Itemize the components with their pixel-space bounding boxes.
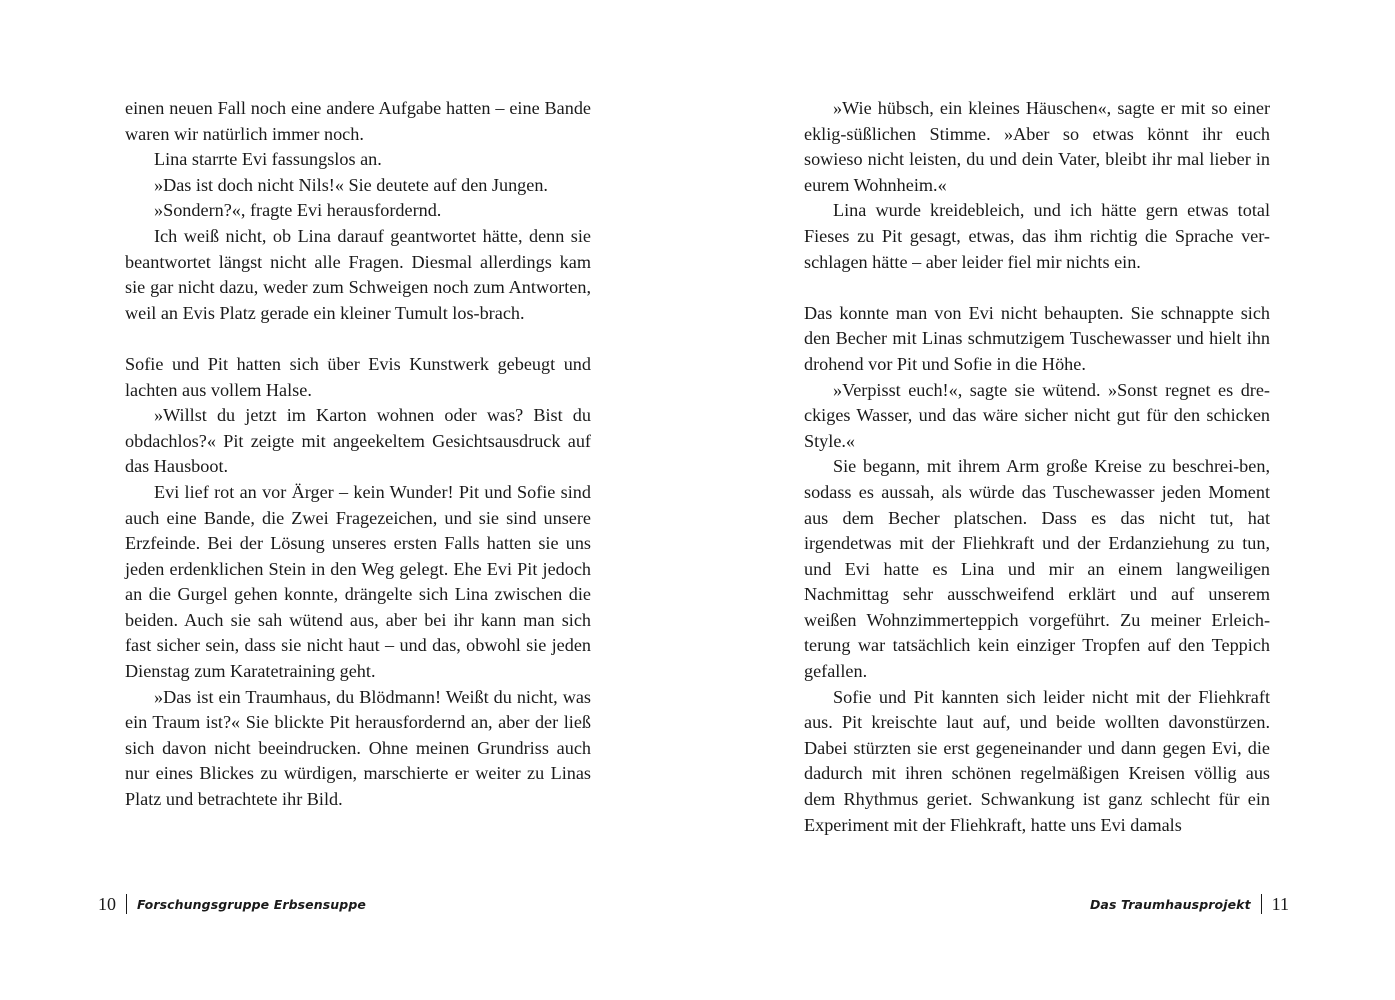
section-break — [804, 275, 1270, 301]
paragraph: »Verpisst euch!«, sagte sie wütend. »Sonst regnet es dre-ckiges Wasser, und das wäre sicher nicht gut für den schicken Style.« — [804, 379, 1270, 451]
paragraph: Sofie und Pit kannten sich leider nicht mit der Fliehkraft aus. Pit kreischte laut auf, und beide wollten davonstürzen. Dabei stürzten sie erst gegeneinander und dann gegen Evi, die dadurch mit ihren schönen regelmäßigen Kreisen völlig aus dem Rhythmus geriet. Schwankung ist ganz schlecht für ein Experiment mit der Fliehkraft, hatte uns Evi damals — [804, 686, 1270, 835]
paragraph: Sie begann, mit ihrem Arm große Kreise zu beschrei-ben, sodass es aussah, als würde das Tuschewasser jeden Moment aus dem Becher platschen. Dass es das nicht tut, hat irgendetwas mit der Fliehkraft und der Erdanziehung zu tun, und Evi hatte es Lina und mir an einem langweiligen Nachmittag sehr ausschweifend erklärt und auf unserem weißen Wohnzimmerteppich vorgeführt. Zu meiner Erleich-terung war tatsächlich kein einziger Tropfen auf den Teppich gefallen. — [804, 456, 1270, 682]
paragraph: »Wie hübsch, ein kleines Häuschen«, sagte er mit so einer eklig-süßlichen Stimme. »Aber so etwas könnt ihr euch sowieso nicht leisten, du und dein Vater, bleibt ihr mal lieber in eurem Wohnheim.« — [804, 98, 1270, 195]
paragraph: Evi lief rot an vor Ärger – kein Wunder! Pit und Sofie sind auch eine Bande, die Zwei Fragezeichen, und sie sind unsere Erzfeinde. Bei der Lösung unseres ersten Falls hatten sie uns jeden erdenklichen Stein in den Weg gelegt. Ehe Evi Pit jedoch an die Gurgel gehen konnte, drängelte sich Lina zwischen die beiden. Auch sie sah wütend aus, aber bei ihr kann man sich fast sicher sein, dass sie nicht haut – und das, obwohl sie jeden Dienstag zum Karatetraining geht. — [125, 481, 591, 682]
paragraph: Sofie und Pit hatten sich über Evis Kunstwerk gebeugt und lachten aus vollem Halse. — [125, 353, 591, 400]
running-head-chapter-title: Das Traumhausprojekt — [1089, 896, 1251, 912]
paragraph: Lina wurde kreidebleich, und ich hätte gern etwas total Fieses zu Pit gesagt, etwas, das ihm richtig die Sprache ver-schlagen hätte – aber leider fiel mir nichts ein. — [804, 200, 1270, 272]
paragraph: »Sondern?«, fragte Evi herausfordernd. — [154, 200, 442, 221]
paragraph: Ich weiß nicht, ob Lina darauf geantwortet hätte, denn sie beantwortet längst nicht alle Fragen. Diesmal allerdings kam sie gar nicht dazu, weder zum Schweigen noch zum Antworten, weil an Evis Platz gerade ein kleiner Tumult los-brach. — [125, 225, 591, 323]
running-head-book-title: Forschungsgruppe Erbsensuppe — [137, 896, 366, 912]
page-number-left: 10 — [98, 893, 116, 914]
footer-divider — [126, 894, 127, 914]
right-page-footer — [1090, 892, 1289, 916]
paragraph: Das konnte man von Evi nicht behaupten. Sie schnappte sich den Becher mit Linas schmutzigem Tuschewasser und hielt ihn drohend vor Pit und Sofie in die Höhe. — [804, 302, 1270, 374]
paragraph: »Das ist doch nicht Nils!« Sie deutete auf den Jungen. — [154, 174, 548, 195]
paragraph: »Das ist ein Traumhaus, du Blödmann! Weißt du nicht, was ein Traum ist?« Sie blickte Pit herausfordernd an, aber der ließ sich davon nicht beeindrucken. Ohne meinen Grundriss auch nur eines Blickes zu würdigen, marschierte er weiter zu Linas Platz und betrachtete ihr Bild. — [125, 686, 591, 810]
paragraph: einen neuen Fall noch eine andere Aufgabe hatten – eine Bande waren wir natürlich immer noch. — [125, 98, 591, 144]
paragraph: Lina starrte Evi fassungslos an. — [154, 149, 382, 170]
left-page-body — [125, 96, 591, 813]
section-break — [125, 326, 591, 352]
page-number-right: 11 — [1271, 893, 1289, 914]
right-page-body — [804, 96, 1270, 838]
paragraph: »Willst du jetzt im Karton wohnen oder was? Bist du obdachlos?« Pit zeigte mit angeekeltem Gesichtsausdruck auf das Hausboot. — [125, 405, 591, 477]
left-page-footer — [98, 892, 366, 916]
footer-divider — [1261, 894, 1262, 914]
